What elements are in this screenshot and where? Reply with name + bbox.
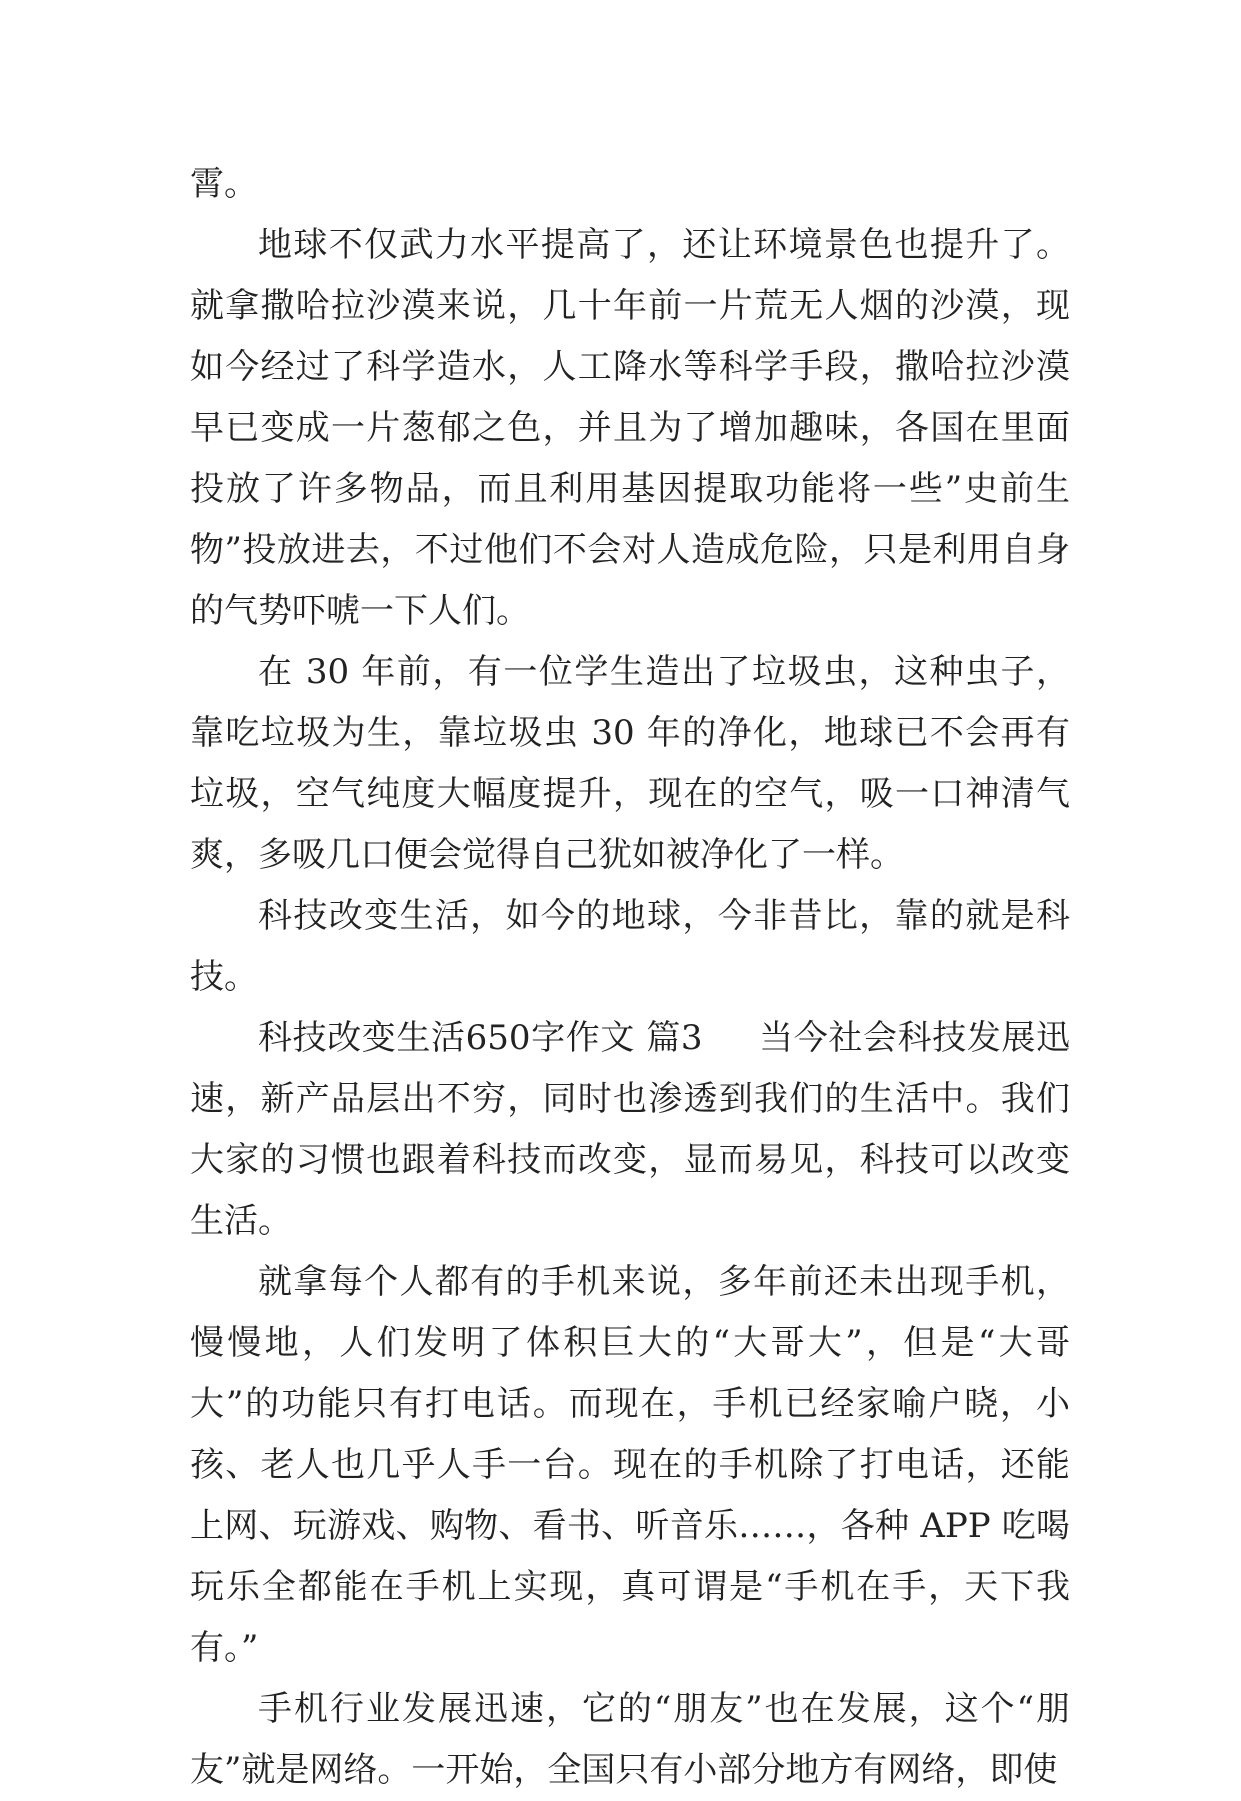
paragraph-garbage-bug: 在 30 年前，有一位学生造出了垃圾虫，这种虫子，靠吃垃圾为生，靠垃圾虫 30 年的净化，地球已不会再有垃圾，空气纯度大幅度提升，现在的空气，吸一口神清气爽，多吸几口便会觉得自己犹如被净化了一样。 — [190, 652, 1070, 875]
paragraph-environment: 地球不仅武力水平提高了，还让环境景色也提升了。就拿撒哈拉沙漠来说，几十年前一片荒无人烟的沙漠，现如今经过了科学造水，人工降水等科学手段，撒哈拉沙漠早已变成一片葱郁之色，并且为了增加趣味，各国在里面投放了许多物品，而且利用基因提取功能将一些”史前生物”投放进去，不过他们不会对人造成危险，只是利用自身的气势吓唬一下人们。 — [190, 225, 1070, 631]
paragraph-continuation: 霄。 — [190, 164, 258, 204]
section-heading-paragraph — [190, 1008, 1070, 1252]
paragraph-network: 手机行业发展迅速，它的“朋友”也在发展，这个“朋友”就是网络。一开始，全国只有小部分地方有网络，即使 — [190, 1689, 1070, 1790]
paragraph-phone: 就拿每个人都有的手机来说，多年前还未出现手机，慢慢地，人们发明了体积巨大的“大哥大”，但是“大哥大”的功能只有打电话。而现在，手机已经家喻户晓，小孩、老人也几乎人手一台。现在的手机除了打电话，还能上网、玩游戏、购物、看书、听音乐……，各种 APP 吃喝玩乐全都能在手机上实现，真可谓是“手机在手，天下我有。” — [190, 1262, 1070, 1668]
paragraph-summary: 科技改变生活，如今的地球，今非昔比，靠的就是科技。 — [190, 896, 1070, 997]
section-heading: 科技改变生活650字作文 篇3 — [258, 1018, 703, 1058]
document-body — [190, 154, 1070, 1801]
section-first-text: 当今社会科技发展迅速，新产品层出不穷，同时也渗透到我们的生活中。我们大家的习惯也跟着科技而改变，显而易见，科技可以改变生活。 — [190, 1018, 1071, 1241]
